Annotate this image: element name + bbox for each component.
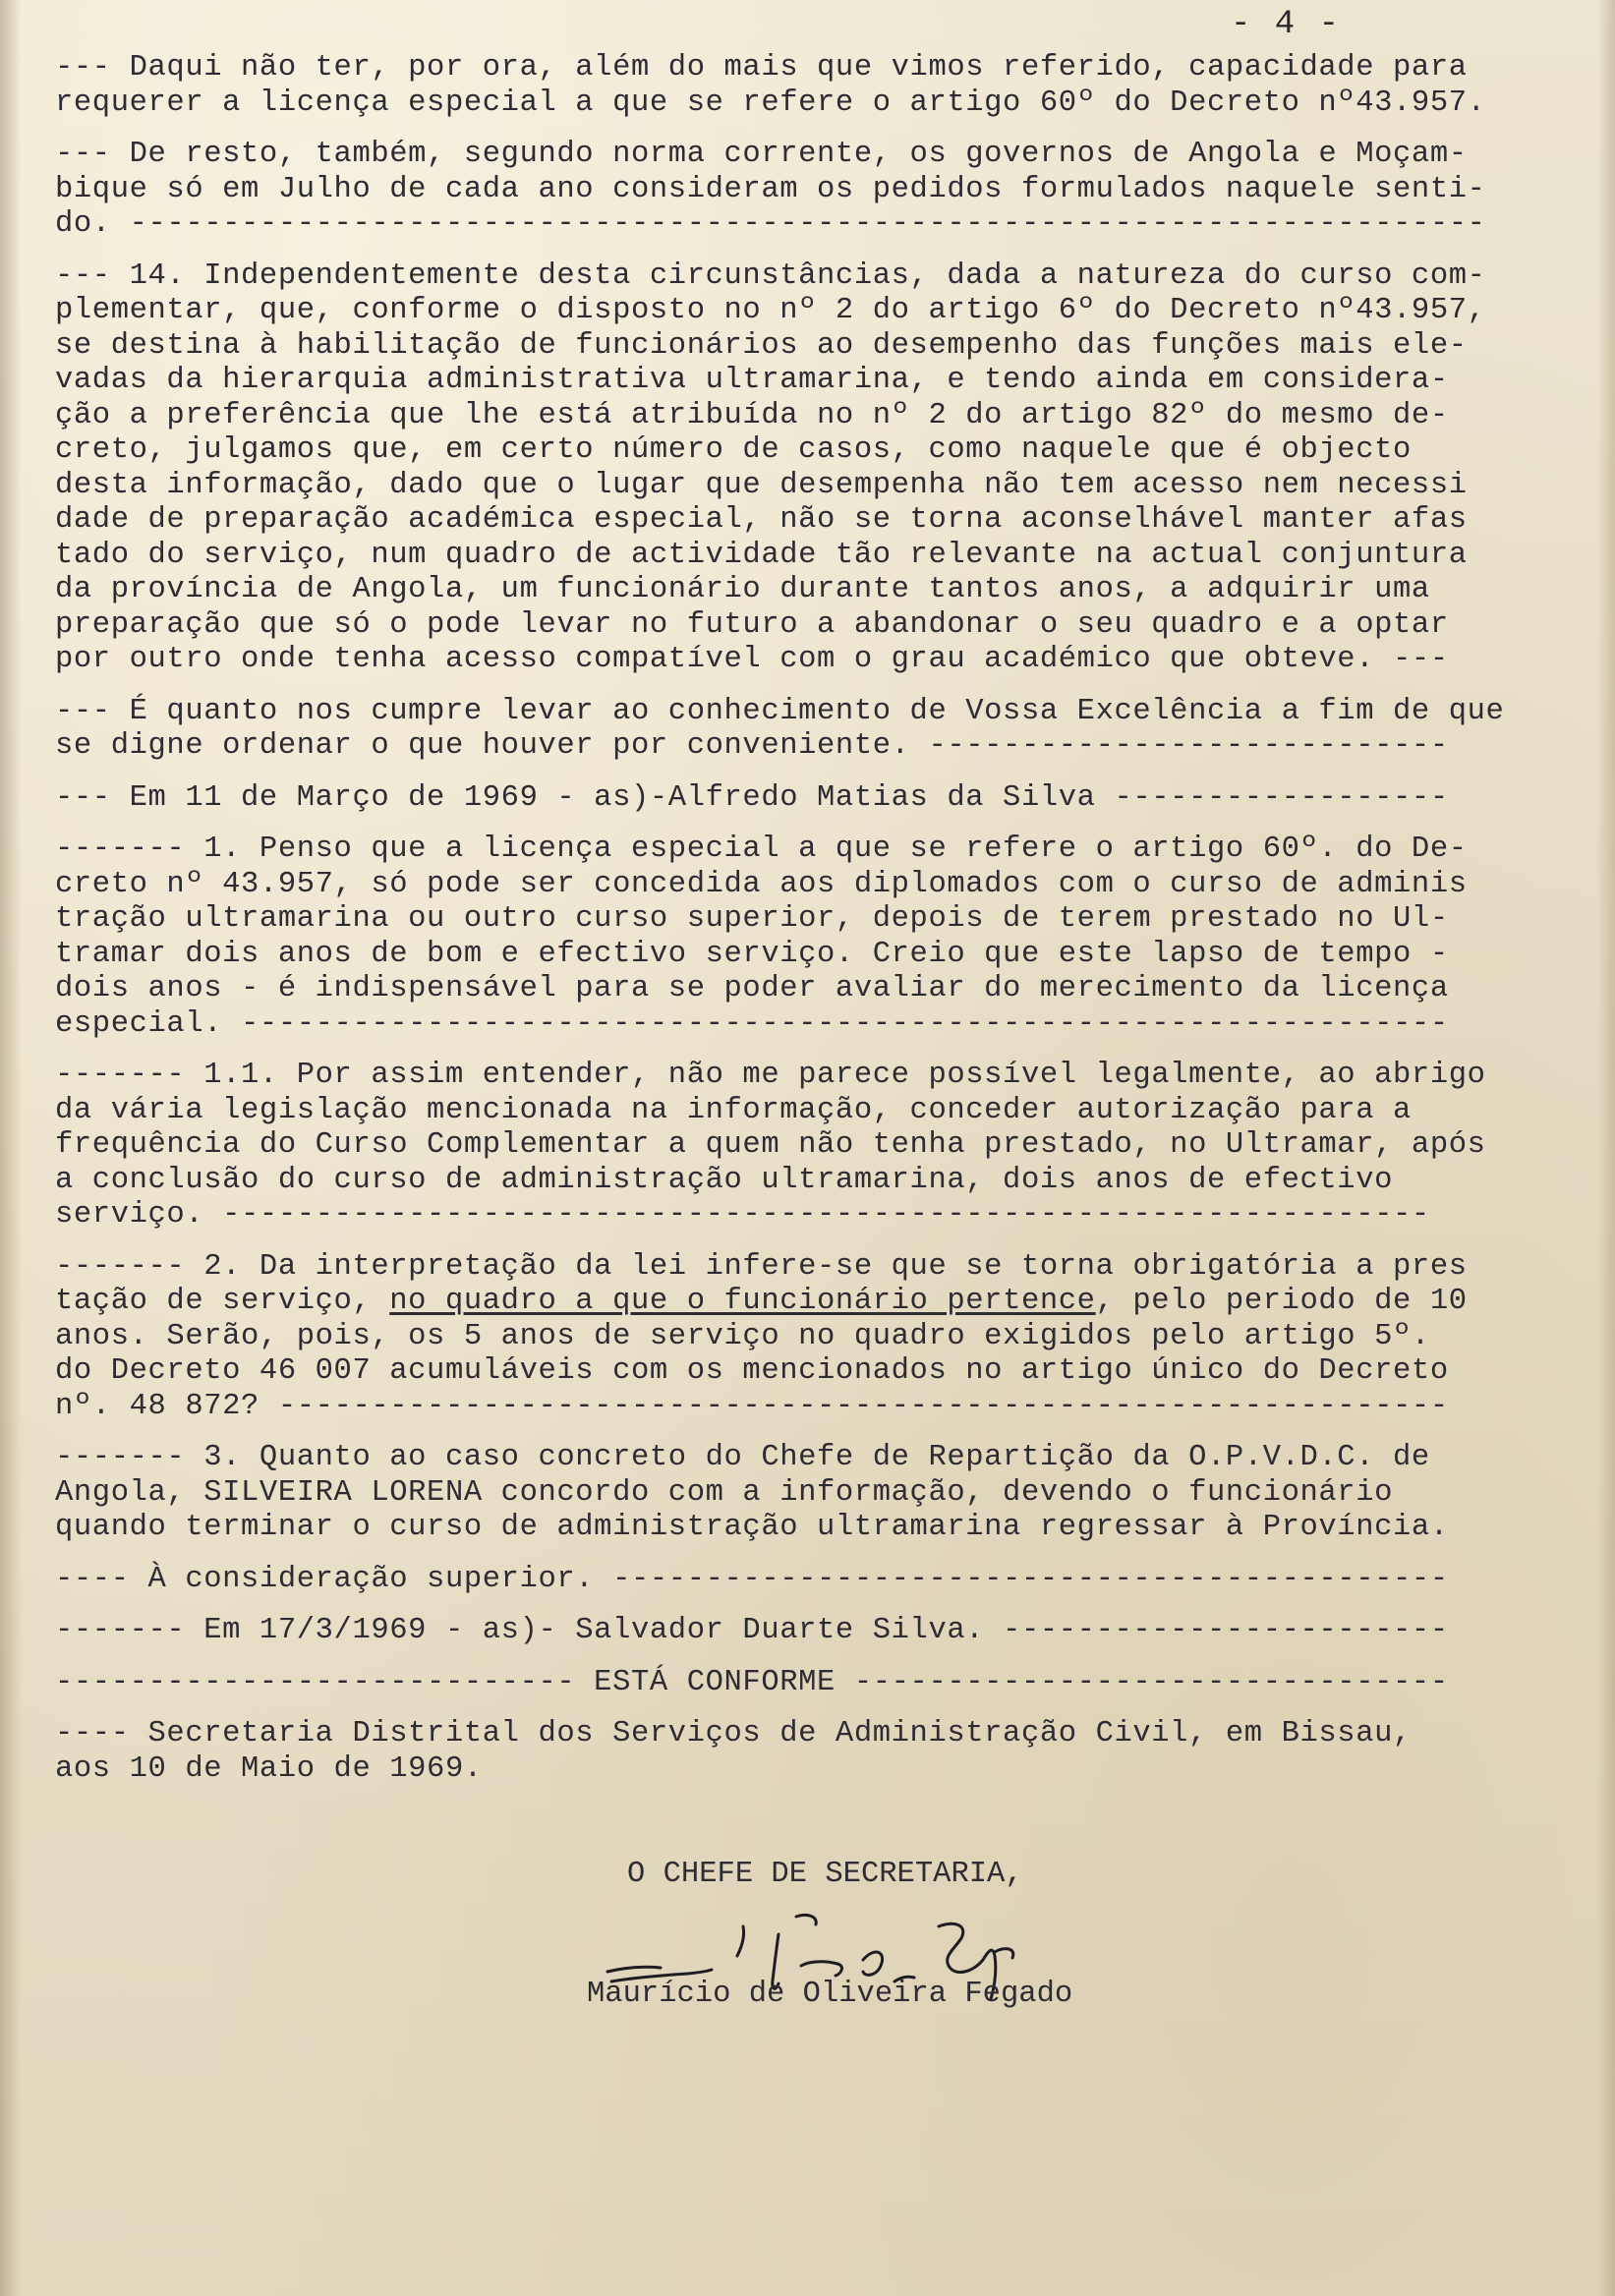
paragraph-esta-conforme: ---------------------------- ESTÁ CONFORME --------------------------------: [55, 1665, 1449, 1699]
paragraph-point-2-underlined: no quadro a que o funcionário pertence: [389, 1285, 1096, 1318]
paragraph-point-2-before: ------- 2. Da interpretação da lei infere-se que se torna obrigatória a pres tação de serviço,: [55, 1249, 1468, 1318]
document-body: [55, 51, 1549, 1804]
paragraph-consideracao: ---- À consideração superior. ---------------------------------------------: [55, 1562, 1449, 1596]
paragraph-point-1: ------- 1. Penso que a licença especial a que se refere o artigo 60º. do De- creto nº 43.957, só pode ser concedida aos diplomados com o curso de adminis tração ultramarina ou outro curso superior, depois de terem prestado no Ul- tramar dois anos de bom e efectivo serviço. Creio que este lapso de tempo - dois anos - é indispensável para se poder avaliar do merecimento da licença especial. -----------------------------------------------------------------: [55, 832, 1468, 1041]
page-edge-shadow-left: [0, 0, 22, 2296]
page-edge-shadow-right: [1597, 0, 1615, 2296]
paragraph-point-2-after: , pelo periodo de 10 anos. Serão, pois, os 5 anos de serviço no quadro exigidos pelo artigo 5º. do Decreto 46 007 acumuláveis com os mencionados no artigo único do Decreto nº. 48 872? ---------------------------------------------------------------: [55, 1285, 1468, 1423]
paragraph-conhecimento: --- É quanto nos cumpre levar ao conhecimento de Vossa Excelência a fim de que se digne ordenar o que houver por conveniente. ----------------------------: [55, 694, 1505, 763]
paragraph-date-signature-1: --- Em 11 de Março de 1969 - as)-Alfredo Matias da Silva ------------------: [55, 780, 1449, 815]
paragraph-capacity: --- Daqui não ter, por ora, além do mais que vimos referido, capacidade para requerer a licença especial a que se refere o artigo 60º do Decreto nº43.957.: [55, 51, 1486, 120]
paragraph-point-1-1: ------- 1.1. Por assim entender, não me parece possível legalmente, ao abrigo da vária legislação mencionada na informação, conceder autorização para a frequência do Curso Complementar a quem não tenha prestado, no Ultramar, após a conclusão do curso de administração ultramarina, dois anos de efectivo serviço. -----------------------------------------------------------------: [55, 1059, 1486, 1232]
paragraph-date-signature-2: ------- Em 17/3/1969 - as)- Salvador Duarte Silva. ------------------------: [55, 1614, 1449, 1647]
signatory-title: O CHEFE DE SECRETARIA,: [627, 1858, 1023, 1891]
paragraph-point-2: [55, 1250, 1549, 1425]
paragraph-secretaria: ---- Secretaria Distrital dos Serviços de Administração Civil, em Bissau, aos 10 de Maio de 1969.: [55, 1717, 1412, 1786]
signatory-name: Maurício de Oliveira Fegado: [587, 1978, 1073, 2011]
paragraph-governos: --- De resto, também, segundo norma corrente, os governos de Angola e Moçam- bique só em Julho de cada ano consideram os pedidos formulados naquele senti- do. -------------------------------------------------------------------------: [55, 138, 1486, 241]
page-number: - 4 -: [1231, 6, 1342, 43]
paragraph-point-3: ------- 3. Quanto ao caso concreto do Chefe de Repartição da O.P.V.D.C. de Angola, SILVEIRA LORENA concordo com a informação, devendo o funcionário quando terminar o curso de administração ultramarina regressar à Província.: [55, 1441, 1449, 1544]
paragraph-14: --- 14. Independentemente desta circunstâncias, dada a natureza do curso com- plementar, que, conforme o disposto no nº 2 do artigo 6º do Decreto nº43.957, se destina à habilitação de funcionários ao desempenho das funções mais ele- vadas da hierarquia administrativa ultramarina, e tendo ainda em considera- ção a preferência que lhe está atribuída no nº 2 do artigo 82º do mesmo de- creto, julgamos que, em certo número de casos, como naquele que é objecto desta informação, dado que o lugar que desempenha não tem acesso nem necessi dade de preparação académica especial, não se torna aconselhável manter afas tado do serviço, num quadro de actividade tão relevante na actual conjuntura da província de Angola, um funcionário durante tantos anos, a adquirir uma preparação que só o pode levar no futuro a abandonar o seu quadro e a optar por outro onde tenha acesso compatível com o grau académico que obteve. ---: [55, 258, 1486, 676]
